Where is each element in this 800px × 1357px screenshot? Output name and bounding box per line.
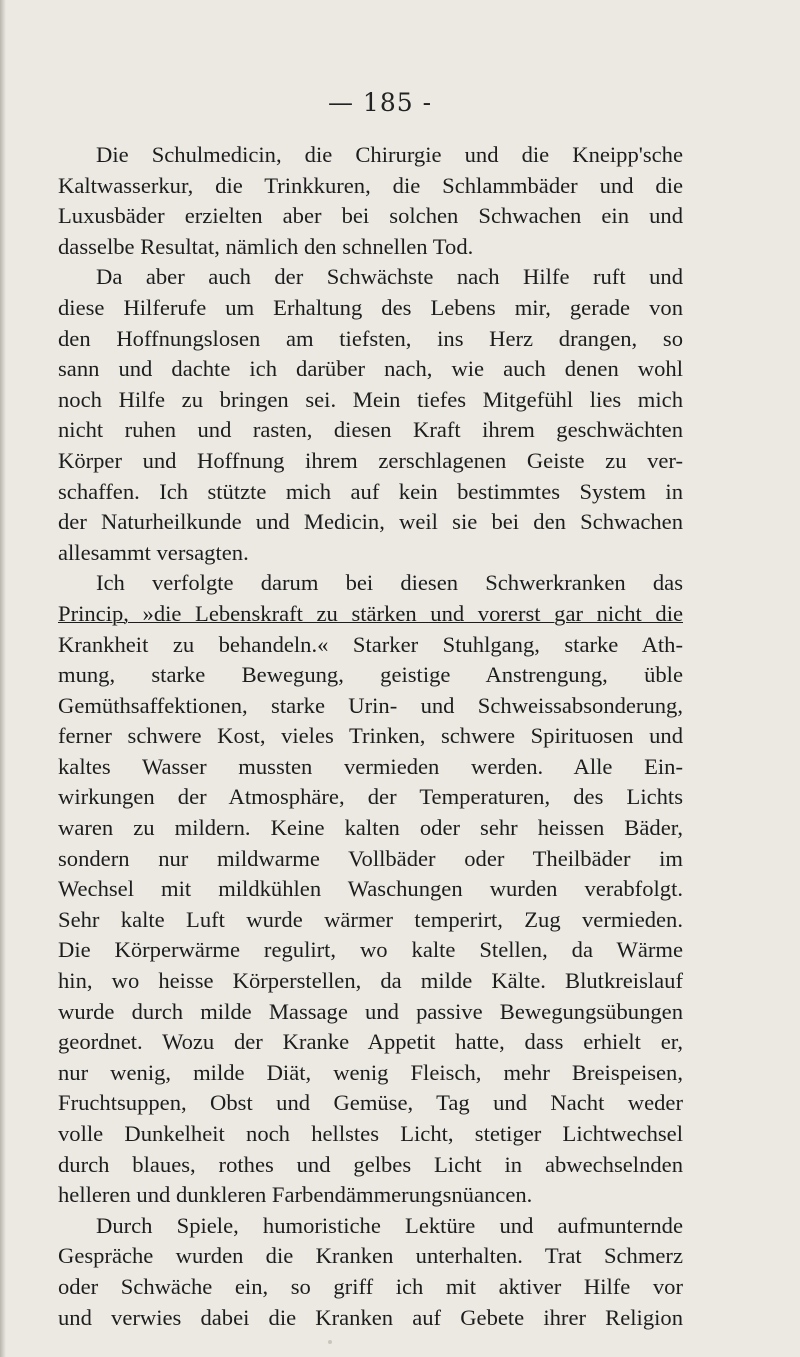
- body-text: [58, 140, 683, 1333]
- text-line: diese Hilferufe um Erhaltung des Lebens mir, gerade von: [58, 294, 683, 320]
- text-line: sann und dachte ich darüber nach, wie auch denen wohl: [58, 356, 683, 382]
- text-line: der Naturheilkunde und Medicin, weil sie bei den Schwachen: [58, 509, 683, 535]
- text-line: Die Schulmedicin, die Chirurgie und die Kneipp'sche: [96, 142, 683, 167]
- text-line: geordnet. Wozu der Kranke Appetit hatte, dass erhielt er,: [58, 1029, 683, 1055]
- text-line: und verwies dabei die Kranken auf Gebete ihrer Religion: [58, 1304, 683, 1330]
- text-line: durch blaues, rothes und gelbes Licht in abwechselnden: [58, 1151, 683, 1177]
- paragraph-3: [58, 568, 683, 1210]
- text-line: sondern nur mildwarme Vollbäder oder Theilbäder im: [58, 845, 683, 871]
- text-line: Gemüthsaffektionen, starke Urin- und Schweissabsonderung,: [58, 692, 683, 718]
- text-line: nur wenig, milde Diät, wenig Fleisch, mehr Breispeisen,: [58, 1059, 683, 1085]
- page-number: — 185 -: [327, 88, 433, 117]
- text-line: Wechsel mit mildkühlen Waschungen wurden verabfolgt.: [58, 876, 683, 902]
- paragraph-2: [58, 262, 683, 568]
- text-line: ferner schwere Kost, vieles Trinken, schwere Spirituosen und: [58, 723, 683, 749]
- text-line: hin, wo heisse Körperstellen, da milde Kälte. Blutkreislauf: [58, 968, 683, 994]
- text-line: wurde durch milde Massage und passive Bewegungsübungen: [58, 998, 683, 1024]
- paragraph-1: [58, 140, 683, 262]
- text-line: Fruchtsuppen, Obst und Gemüse, Tag und Nacht weder: [58, 1090, 683, 1116]
- page-spine-shadow: [0, 0, 6, 1357]
- text-line: volle Dunkelheit noch hellstes Licht, stetiger Lichtwechsel: [58, 1121, 683, 1146]
- text-line: wirkungen der Atmosphäre, der Temperaturen, des Lichts: [58, 784, 683, 810]
- text-line: mung, starke Bewegung, geistige Anstrengung, üble: [58, 662, 683, 688]
- text-line: Ich verfolgte darum bei diesen Schwerkranken das: [96, 570, 683, 596]
- text-line: helleren und dunkleren Farbendämmerungsnüancen.: [58, 1182, 533, 1208]
- text-line: Krankheit zu behandeln.« Starker Stuhlgang, starke Ath-: [58, 631, 683, 657]
- text-line: Sehr kalte Luft wurde wärmer temperirt, Zug vermieden.: [58, 906, 683, 932]
- text-line: Da aber auch der Schwächste nach Hilfe ruft und: [96, 264, 683, 290]
- text-line: schaffen. Ich stützte mich auf kein bestimmtes System in: [58, 478, 683, 504]
- text-line: Luxusbäder erzielten aber bei solchen Schwachen ein und: [58, 203, 683, 229]
- text-line: Die Körperwärme regulirt, wo kalte Stellen, da Wärme: [58, 937, 683, 963]
- text-line: nicht ruhen und rasten, diesen Kraft ihrem geschwächten: [58, 417, 683, 443]
- text-line: dasselbe Resultat, nämlich den schnellen Tod.: [58, 233, 474, 259]
- text-line: waren zu mildern. Keine kalten oder sehr heissen Bäder,: [58, 815, 683, 841]
- text-line: allesammt versagten.: [58, 539, 249, 565]
- text-line: den Hoffnungslosen am tiefsten, ins Herz drangen, so: [58, 325, 683, 351]
- text-line: Kaltwasserkur, die Trinkkuren, die Schlammbäder und die: [58, 172, 683, 198]
- paper-speck: [328, 1340, 332, 1344]
- text-line: Durch Spiele, humoristiche Lektüre und aufmunternde: [96, 1212, 683, 1238]
- text-line: oder Schwäche ein, so griff ich mit aktiver Hilfe vor: [58, 1273, 683, 1299]
- text-line-underlined: Princip, »die Lebenskraft zu stärken und vorerst gar nicht die: [58, 600, 683, 626]
- text-line: Körper und Hoffnung ihrem zerschlagenen Geiste zu ver-: [58, 447, 683, 473]
- paragraph-4: [58, 1211, 683, 1333]
- text-line: noch Hilfe zu bringen sei. Mein tiefes Mitgefühl lies mich: [58, 386, 683, 412]
- text-line: kaltes Wasser mussten vermieden werden. Alle Ein-: [58, 753, 683, 779]
- text-line: Gespräche wurden die Kranken unterhalten. Trat Schmerz: [58, 1243, 683, 1269]
